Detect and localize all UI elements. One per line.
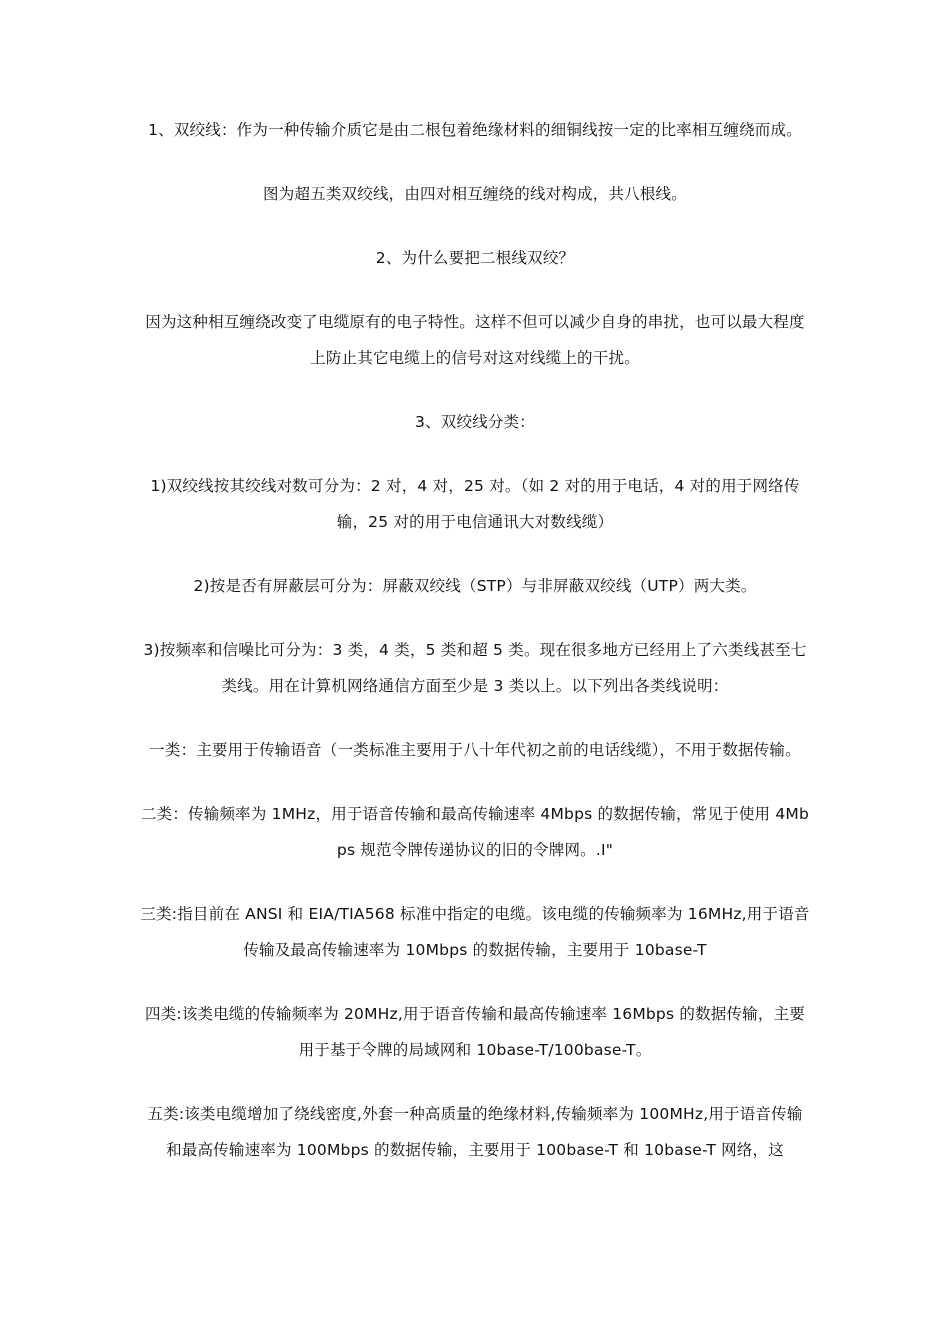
paragraph-category-5: 五类:该类电缆增加了绕线密度,外套一种高质量的绝缘材料,传输频率为 100MHz,用于语音传输和最高传输速率为 100Mbps 的数据传输，主要用于 100base-T 和 10base-T 网络，这 <box>147 1105 803 1159</box>
paragraph-category-3: 三类:指目前在 ANSI 和 EIA/TIA568 标准中指定的电缆。该电缆的传输频率为 16MHz,用于语音传输及最高传输速率为 10Mbps 的数据传输，主要用于 10base-T <box>140 905 810 959</box>
paragraph-frequency-categories: 3)按频率和信噪比可分为：3 类，4 类，5 类和超 5 类。现在很多地方已经用上了六类线甚至七类线。用在计算机网络通信方面至少是 3 类以上。以下列出各类线说明： <box>143 641 807 695</box>
paragraph-category-1: 一类：主要用于传输语音（一类标准主要用于八十年代初之前的电话线缆），不用于数据传输。 <box>149 741 801 759</box>
paragraph-why-twist-answer: 因为这种相互缠绕改变了电缆原有的电子特性。这样不但可以减少自身的串扰，也可以最大程度上防止其它电缆上的信号对这对线缆上的干扰。 <box>145 313 805 367</box>
paragraph-pair-count: 1)双绞线按其绞线对数可分为：2 对，4 对，25 对。（如 2 对的用于电话，4 对的用于网络传输，25 对的用于电信通讯大对数线缆） <box>150 477 800 531</box>
paragraph-why-twist-heading: 2、为什么要把二根线双绞？ <box>375 249 575 267</box>
paragraph-twisted-pair-definition: 1、双绞线：作为一种传输介质它是由二根包着绝缘材料的细铜线按一定的比率相互缠绕而成。 <box>148 121 802 139</box>
paragraph-cat5e-description: 图为超五类双绞线，由四对相互缠绕的线对构成，共八根线。 <box>263 185 687 203</box>
document-body <box>140 112 810 1196</box>
paragraph-category-4: 四类:该类电缆的传输频率为 20MHz,用于语音传输和最高传输速率 16Mbps 的数据传输，主要用于基于令牌的局域网和 10base-T/100base-T。 <box>145 1005 805 1059</box>
paragraph-shielding: 2)按是否有屏蔽层可分为：屏蔽双绞线（STP）与非屏蔽双绞线（UTP）两大类。 <box>193 577 757 595</box>
paragraph-category-2: 二类：传输频率为 1MHz，用于语音传输和最高传输速率 4Mbps 的数据传输，常见于使用 4Mbps 规范令牌传递协议的旧的令牌网。.I" <box>140 805 810 859</box>
paragraph-classification-heading: 3、双绞线分类： <box>415 413 535 431</box>
